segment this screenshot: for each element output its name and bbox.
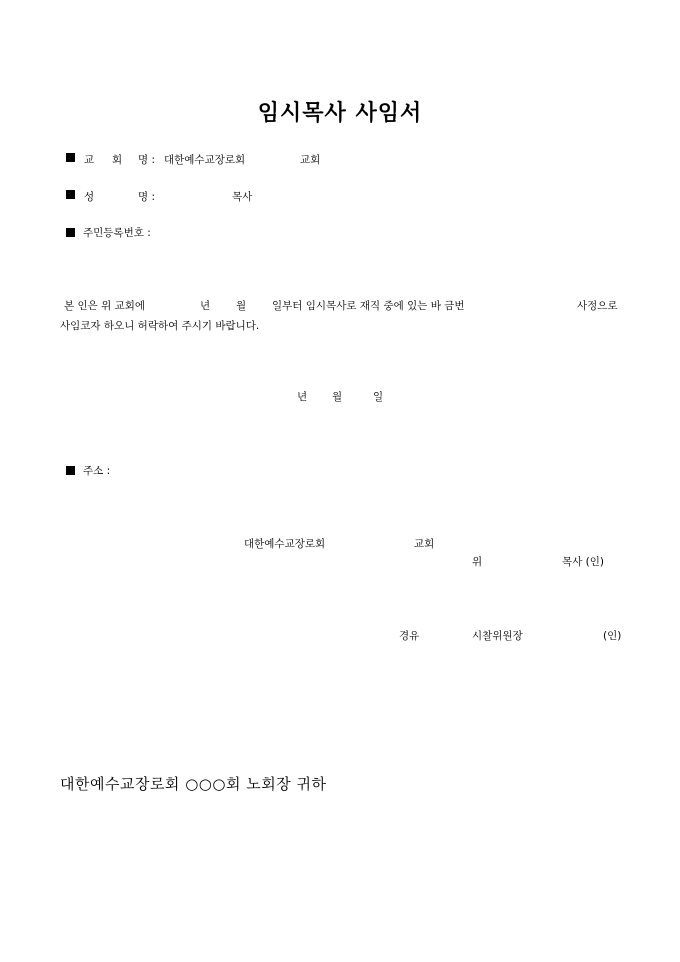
resident-number-field <box>66 225 151 240</box>
square-bullet-icon <box>66 153 75 162</box>
name-label-1: 성 <box>84 191 95 203</box>
church-value-org: 대한예수교장로회 <box>164 154 246 166</box>
page-title: 임시목사 사임서 <box>257 101 423 126</box>
church-value-suffix: 교회 <box>300 154 321 166</box>
body-text-2: 사임코자 하오니 허락하여 주시기 바랍니다. <box>60 320 260 332</box>
body-text-1c: 월 <box>236 300 247 312</box>
signature-church: 교회 <box>414 538 435 550</box>
signature-pastor: 목사 (인) <box>562 556 604 568</box>
church-label-1: 교 <box>84 154 95 166</box>
square-bullet-icon <box>66 190 75 199</box>
church-label-3: 명 : <box>138 154 156 166</box>
body-text-1a: 본 인은 위 교회에 <box>64 300 146 312</box>
body-text-1d: 일부터 임시목사로 재직 중에 있는 바 금번 <box>272 300 465 312</box>
date-day: 일 <box>373 391 384 403</box>
signature-via: 경유 <box>399 630 420 642</box>
signature-wi: 위 <box>472 556 483 568</box>
date-year: 년 <box>297 391 308 403</box>
name-field <box>66 189 83 201</box>
name-value: 목사 <box>232 191 253 203</box>
body-text-1e: 사정으로 <box>577 300 618 312</box>
name-label-2: 명 : <box>138 191 156 203</box>
signature-org: 대한예수교장로회 <box>244 538 326 550</box>
church-field <box>66 152 83 164</box>
resident-number-label: 주민등록번호 : <box>83 227 151 239</box>
body-text-1b: 년 <box>200 300 211 312</box>
addressee: 대한예수교장로회 ○○○회 노회장 귀하 <box>60 775 327 793</box>
address-field <box>66 463 110 478</box>
address-label: 주소 : <box>83 465 111 477</box>
signature-committee: 시찰위원장 <box>472 630 523 642</box>
church-label-2: 회 <box>112 154 123 166</box>
date-month: 월 <box>332 391 343 403</box>
square-bullet-icon <box>66 466 75 475</box>
square-bullet-icon <box>66 228 75 237</box>
signature-seal: (인) <box>603 630 622 642</box>
